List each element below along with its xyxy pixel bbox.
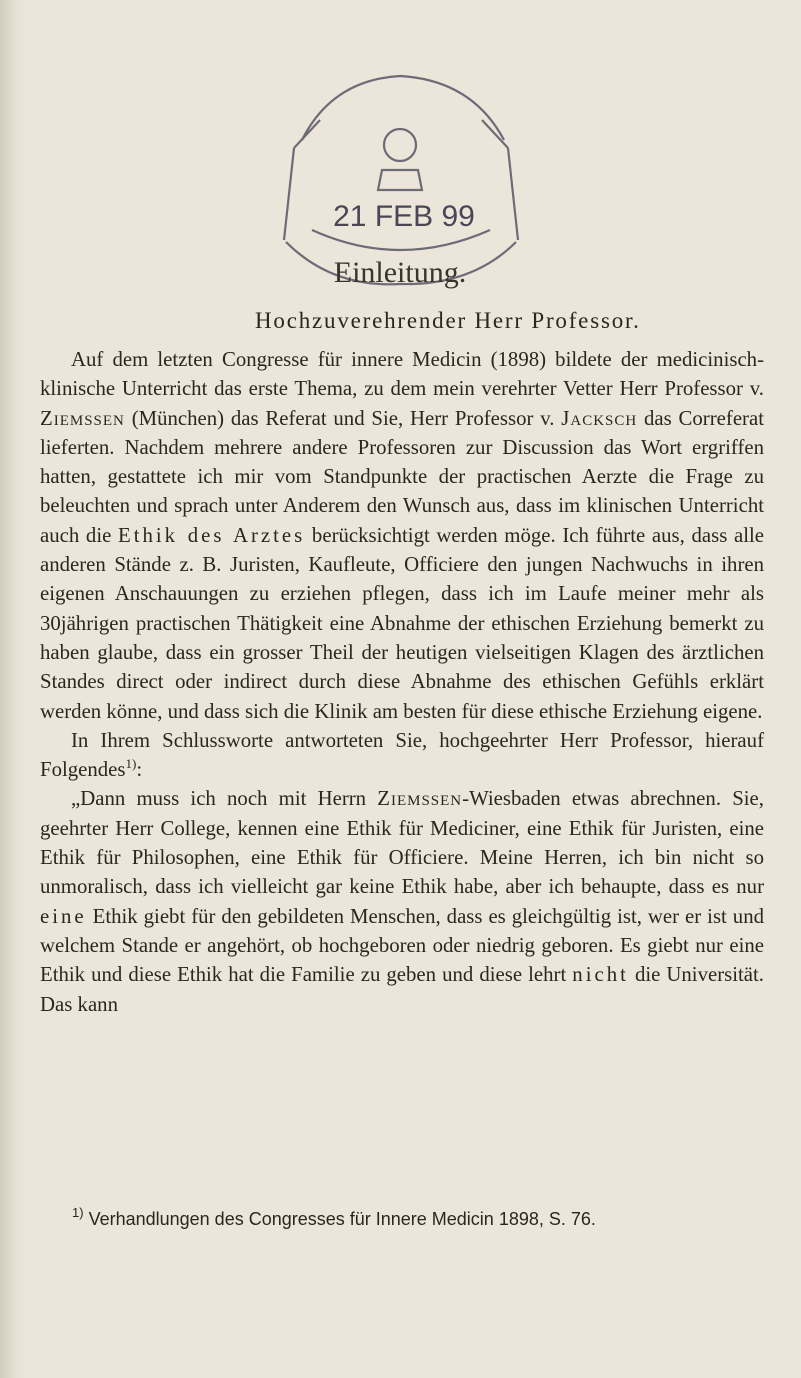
letter-salutation: Hochzuverehrender Herr Professor. <box>255 308 641 333</box>
name-ziemssen-2: Ziemssen <box>377 787 463 811</box>
name-ziemssen: Ziemssen <box>40 406 125 430</box>
paragraph-3: „Dann muss ich noch mit Herrn Ziemssen-Wiesbaden etwas abrechnen. Sie, geehrter Herr College, kennen eine Ethik für Mediciner, eine Ethik für Juristen, eine Ethik für Philosophen, eine Ethik für Officiere. Meine Herren, ich bin nicht so unmoralisch, dass ich vielleicht gar keine Ethik habe, aber ich behaupte, dass es nur eine Ethik giebt für den gebildeten Menschen, dass es gleichgültig ist, wer er ist und welchem Stande er angehört, ob hochgeboren oder niedrig geboren. Es giebt nur eine Ethik und diese Ethik hat die Familie zu geben und diese lehrt nicht die Universität. Das kann <box>40 787 764 1016</box>
paragraph-2: In Ihrem Schlussworte antworteten Sie, hochgeehrter Herr Professor, hierauf Folgendes$^{1)}$: <box>40 728 764 782</box>
footnote-ref: 1) <box>125 756 137 772</box>
footnote-text: Verhandlungen des Congresses für Innere Medicin 1898, S. 76. <box>83 1209 596 1229</box>
footnote-mark: 1) <box>72 1205 84 1220</box>
footnote <box>72 1205 772 1230</box>
paragraph-1: Auf dem letzten Congresse für innere Medicin (1898) bildete der medicinisch-klinische Unterricht das erste Thema, zu dem mein verehrter Vetter Herr Professor v. Ziemssen (München) das Referat und Sie, Herr Professor v. Jacksch das Correferat lieferten. Nachdem mehrere andere Professoren zur Discussion das Wort ergriffen hatten, gestattete ich mir vom Standpunkte der practischen Aerzte die Frage zu beleuchten und sprach unter Anderem den Wunsch aus, dass im klinischen Unterricht auch die Ethik des Arztes berücksichtigt werden möge. Ich führte aus, dass alle anderen Stände z. B. Juristen, Kaufleute, Officiere den jungen Nachwuchs in ihren eigenen Anschauungen zu erziehen pflegen, dass ich im Laufe meiner mehr als 30jährigen practischen Thätigkeit eine Abnahme der ethischen Erziehung bemerkt zu haben glaube, dass ein grosser Theil der heutigen vielseitigen Klagen des ärztlichen Standes direct oder indirect durch diese Abnahme des ethischen Gefühls erklärt werden könne, und dass sich die Klinik am besten für diese ethische Erziehung eigene. <box>40 348 764 723</box>
library-stamp <box>272 60 530 292</box>
stamp-bottom-word: Einleitung. <box>333 256 467 289</box>
emphasis-nicht: nicht <box>572 963 629 987</box>
name-jacksch: Jacksch <box>561 406 638 430</box>
stamp-date: 21 FEB 99 <box>333 200 475 233</box>
emphasis-eine: eine <box>40 904 87 928</box>
emphasis-ethik-des-arztes: Ethik des Arztes <box>118 523 306 547</box>
main-text <box>40 345 764 1019</box>
